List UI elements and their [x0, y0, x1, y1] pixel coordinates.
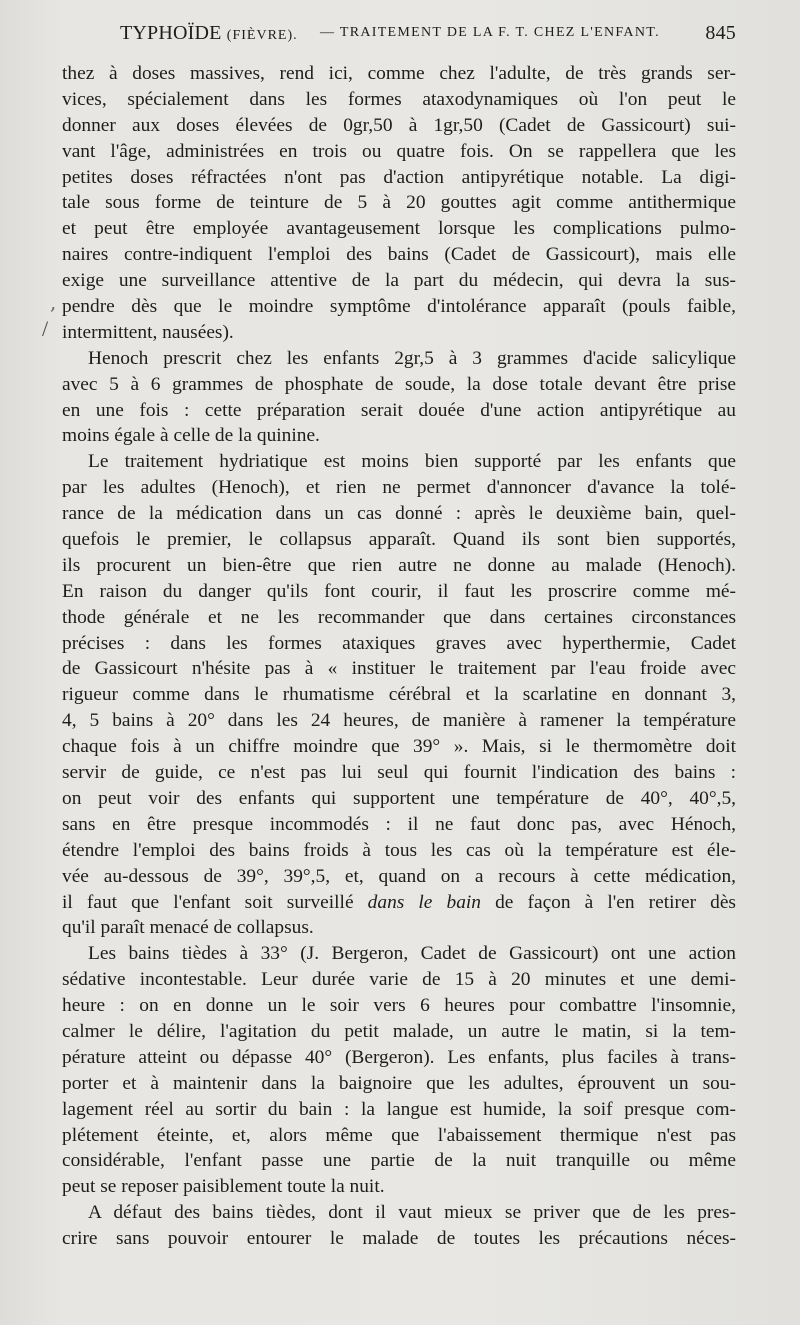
text-line: intermittent, nausées).	[62, 321, 234, 343]
text-line	[62, 890, 736, 916]
text-line: lagement réel au sortir du bain : la langue est humide, la soif presque com-	[62, 1098, 736, 1120]
text-line: quefois le premier, le collapsus apparaît. Quand ils sont bien supportés,	[62, 529, 736, 551]
text-line: chaque fois à un chiffre moindre que 39° ». Mais, si le thermomètre doit	[62, 736, 736, 758]
text-line: Le traitement hydriatique est moins bien supporté par les enfants que	[88, 451, 736, 473]
text-line: tale sous forme de teinture de 5 à 20 gouttes agit comme antithermique	[62, 192, 736, 214]
text-line: ils procurent un bien-être que rien autre ne donne au malade (Henoch).	[62, 554, 736, 576]
text-line: sans en être presque incommodés : il ne faut donc pas, avec Hénoch,	[62, 813, 736, 835]
margin-mark: /	[42, 316, 49, 341]
text-line: considérable, l'enfant passe une partie de la nuit tranquille ou même	[62, 1150, 736, 1172]
text-line: petites doses réfractées n'ont pas d'action antipyrétique notable. La digi-	[62, 166, 736, 188]
text-line: crire sans pouvoir entourer le malade de toutes les précautions néces-	[62, 1228, 736, 1250]
text-line: et peut être employée avantageusement lorsque les complications pulmo-	[62, 218, 736, 240]
text-line: naires contre-indiquent l'emploi des bains (Cadet de Gassicourt), mais elle	[62, 244, 736, 266]
text-line: par les adultes (Henoch), et rien ne permet d'annoncer d'avance la tolé-	[62, 477, 736, 499]
text-fragment: il faut que l'enfant soit surveillé	[62, 891, 354, 913]
header-title-paren: (FIÈVRE).	[226, 28, 298, 43]
text-line: rance de la médication dans un cas donné : après le deuxième bain, quel-	[62, 503, 736, 525]
text-line: sédative incontestable. Leur durée varie de 15 à 20 minutes et une demi-	[62, 969, 736, 991]
header-title-main: TYPHOÏDE	[120, 22, 222, 44]
text-line: plétement éteinte, et, alors même que l'abaissement thermique n'est pas	[62, 1124, 736, 1146]
running-header	[120, 22, 736, 52]
page-number: 845	[705, 22, 736, 44]
text-line: A défaut des bains tièdes, dont il vaut mieux se priver que de les pres-	[88, 1202, 736, 1224]
text-line: vée au-dessous de 39°, 39°,5, et, quand on a recours à cette médication,	[62, 865, 736, 887]
text-line: heure : on en donne un le soir vers 6 heures pour combattre l'insomnie,	[62, 995, 736, 1017]
body-text	[62, 61, 736, 1252]
text-line: thez à doses massives, rend ici, comme chez l'adulte, de très grands ser-	[62, 63, 736, 84]
text-line: 4, 5 bains à 20° dans les 24 heures, de manière à ramener la température	[62, 710, 736, 732]
italic-phrase: dans le bain	[367, 891, 481, 913]
text-line: Henoch prescrit chez les enfants 2gr,5 à 3 grammes d'acide salicylique	[88, 347, 736, 369]
text-line: pendre dès que le moindre symptôme d'intolérance apparaît (pouls faible,	[62, 296, 736, 318]
text-line: peut se reposer paisiblement toute la nuit.	[62, 1176, 385, 1198]
header-running-title: — TRAITEMENT DE LA F. T. CHEZ L'ENFANT.	[320, 25, 660, 40]
text-line: qu'il paraît menacé de collapsus.	[62, 917, 314, 939]
text-line: En raison du danger qu'ils font courir, il faut les proscrire comme mé-	[62, 580, 736, 602]
text-line: Les bains tièdes à 33° (J. Bergeron, Cadet de Gassicourt) ont une action	[88, 943, 736, 965]
text-line: en une fois : cette préparation serait douée d'une action antipyrétique au	[62, 399, 736, 421]
text-line: moins égale à celle de la quinine.	[62, 425, 320, 447]
text-line: on peut voir des enfants qui supportent une température de 40°, 40°,5,	[62, 787, 736, 809]
header-title	[120, 22, 298, 45]
text-line: rigueur comme dans le rhumatisme cérébral et la scarlatine en donnant 3,	[62, 684, 736, 706]
text-line: précises : dans les formes ataxiques graves avec hyperthermie, Cadet	[62, 632, 736, 654]
text-line: exige une surveillance attentive de la part du médecin, qui devra la sus-	[62, 270, 736, 292]
text-line: vant l'âge, administrées en trois ou quatre fois. On se rappellera que les	[62, 140, 736, 162]
text-line: vices, spécialement dans les formes ataxodynamiques où l'on peut le	[62, 88, 736, 110]
margin-mark: ,	[50, 290, 57, 314]
text-line: porter et à maintenir dans la baignoire que les adultes, éprouvent un sou-	[62, 1072, 736, 1094]
text-line: thode générale et ne les recommander que dans certaines circonstances	[62, 606, 736, 628]
text-line: calmer le délire, l'agitation du petit malade, un autre le matin, si la tem-	[62, 1020, 736, 1042]
text-line: pérature atteint ou dépasse 40° (Bergeron). Les enfants, plus faciles à trans-	[62, 1046, 736, 1068]
text-fragment: de façon à l'en retirer dès	[495, 891, 736, 913]
text-line: servir de guide, ce n'est pas lui seul qui fournit l'indication des bains :	[62, 762, 736, 784]
text-line: donner aux doses élevées de 0gr,50 à 1gr,50 (Cadet de Gassicourt) sui-	[62, 114, 736, 136]
text-line: de Gassicourt n'hésite pas à « instituer le traitement par l'eau froide avec	[62, 658, 736, 680]
text-line: étendre l'emploi des bains froids à tous les cas où la température est éle-	[62, 839, 736, 861]
text-line: avec 5 à 6 grammes de phosphate de soude, la dose totale devant être prise	[62, 373, 736, 395]
